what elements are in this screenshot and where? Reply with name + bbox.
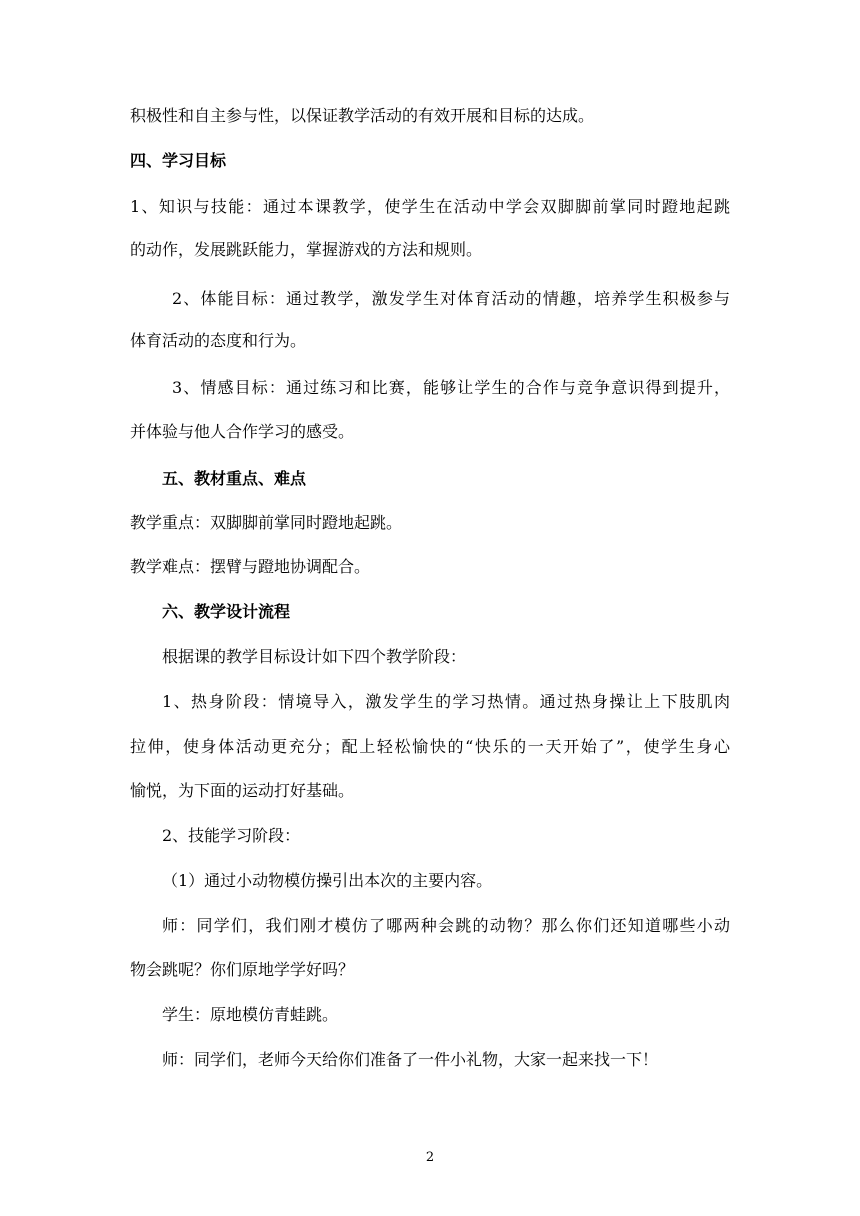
text-line: 根据课的教学目标设计如下四个教学阶段： <box>162 647 467 666</box>
text-line: 教学难点：摆臂与蹬地协调配合。 <box>130 557 371 576</box>
text-line: 物会跳呢？你们原地学学好吗？ <box>130 960 355 979</box>
text-line: 3、情感目标：通过练习和比赛，能够让学生的合作与竞争意识得到提升， <box>172 378 730 397</box>
text-line: 师：同学们，我们刚才模仿了哪两种会跳的动物？那么你们还知道哪些小动 <box>162 916 730 935</box>
text-line: 师：同学们，老师今天给你们准备了一件小礼物，大家一起来找一下！ <box>162 1050 659 1069</box>
section-heading: 五、教材重点、难点 <box>162 469 307 488</box>
text-line: 的动作，发展跳跃能力，掌握游戏的方法和规则。 <box>130 240 483 259</box>
page-number: 2 <box>425 1150 435 1165</box>
text-line: 拉伸，使身体活动更充分；配上轻松愉快的“快乐的一天开始了”，使学生身心 <box>130 737 730 756</box>
text-line: 1、知识与技能：通过本课教学，使学生在活动中学会双脚脚前掌同时蹬地起跳 <box>130 197 730 216</box>
text-line: 1、热身阶段：情境导入，激发学生的学习热情。通过热身操让上下肢肌肉 <box>162 692 730 711</box>
text-line: 教学重点：双脚脚前掌同时蹬地起跳。 <box>130 513 403 532</box>
text-line: 学生：原地模仿青蛙跳。 <box>162 1005 339 1024</box>
section-heading: 六、教学设计流程 <box>162 602 291 621</box>
text-line: （1）通过小动物模仿操引出本次的主要内容。 <box>162 871 493 890</box>
text-line: 愉悦，为下面的运动打好基础。 <box>130 781 355 800</box>
section-heading: 四、学习目标 <box>130 151 227 170</box>
text-line: 积极性和自主参与性，以保证教学活动的有效开展和目标的达成。 <box>130 106 595 125</box>
text-line: 并体验与他人合作学习的感受。 <box>130 422 355 441</box>
text-line: 2、技能学习阶段： <box>162 826 301 845</box>
text-line: 体育活动的态度和行为。 <box>130 331 307 350</box>
text-line: 2、体能目标：通过教学，激发学生对体育活动的情趣，培养学生积极参与 <box>172 289 730 308</box>
